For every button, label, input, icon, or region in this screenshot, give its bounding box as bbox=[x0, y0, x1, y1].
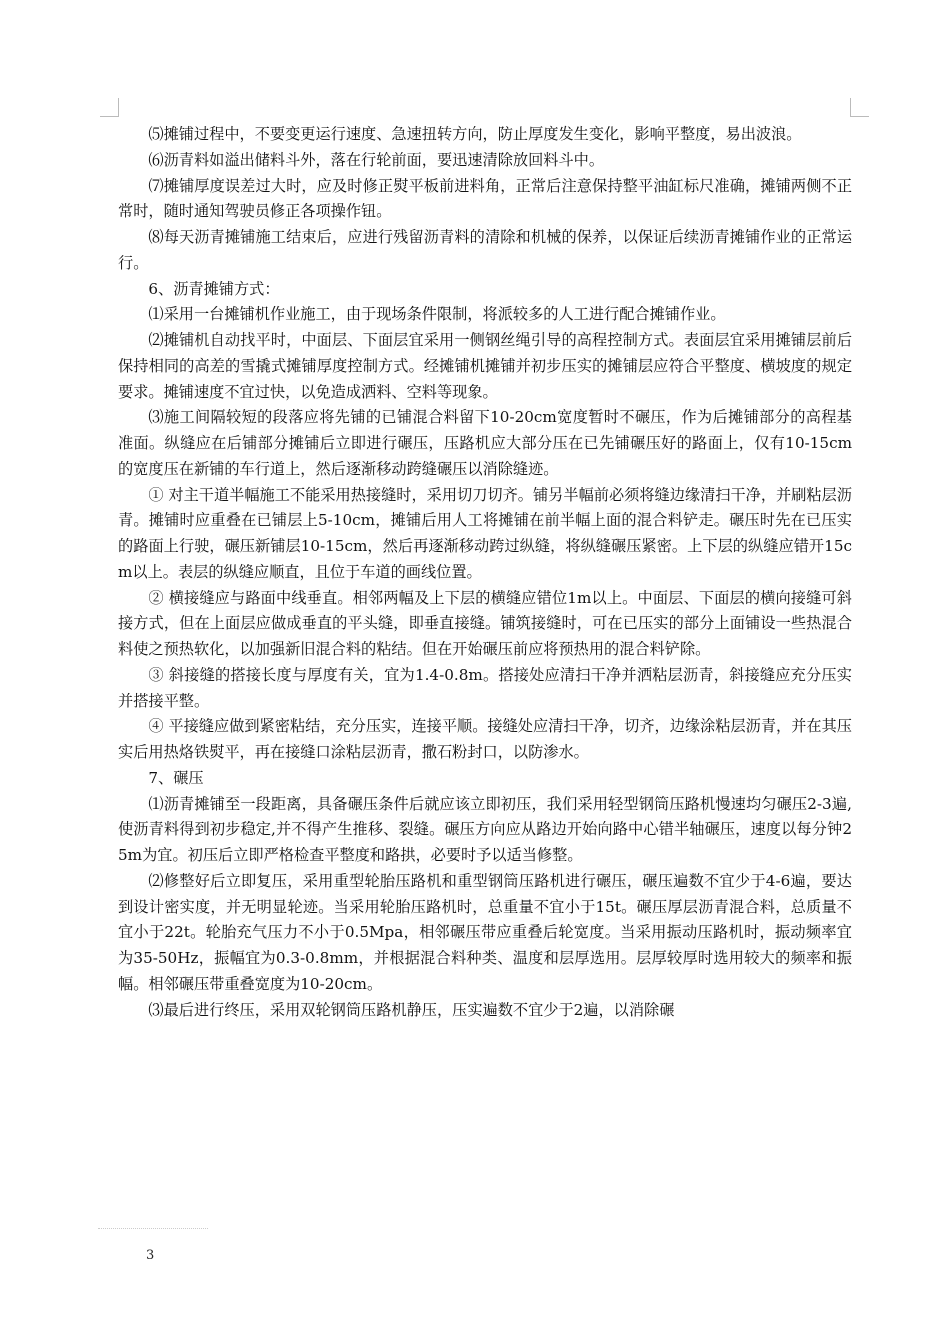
paragraph: ⑶施工间隔较短的段落应将先铺的已铺混合料留下10-20cm宽度暂时不碾压，作为后摊铺部分的高程基准面。纵缝应在后铺部分摊铺后立即进行碾压，压路机应大部分压在已先铺碾压好的路面上，仅有10-15cm的宽度压在新铺的车行道上，然后逐渐移动跨缝碾压以消除缝迹。 bbox=[118, 408, 852, 478]
paragraph: ⑶最后进行终压，采用双轮钢筒压路机静压，压实遍数不宜少于2遍，以消除碾 bbox=[148, 1000, 675, 1019]
section-heading: 6、沥青摊铺方式： bbox=[148, 279, 280, 298]
paragraph: ① 对主干道半幅施工不能采用热接缝时，采用切刀切齐。铺另半幅前必须将缝边缘清扫干净，并刷粘层沥青。摊铺时应重叠在已铺层上5-10cm，摊铺后用人工将摊铺在前半幅上面的混合料铲走。碾压时先在已压实的路面上行驶，碾压新铺层10-15cm，然后再逐渐移动跨过纵缝，将纵缝碾压紧密。上下层的纵缝应错开15cm以上。表层的纵缝应顺直，且位于车道的画线位置。 bbox=[118, 485, 852, 581]
document-body bbox=[118, 122, 852, 1023]
paragraph: ⑴沥青摊铺至一段距离，具备碾压条件后就应该立即初压，我们采用轻型钢筒压路机慢速均匀碾压2-3遍,使沥青料得到初步稳定,并不得产生推移、裂缝。碾压方向应从路边开始向路中心错半轴碾压，速度以每分钟25m为宜。初压后立即严格检查平整度和路拱，必要时予以适当修整。 bbox=[118, 794, 852, 864]
paragraph: ⑴采用一台摊铺机作业施工，由于现场条件限制，将派较多的人工进行配合摊铺作业。 bbox=[148, 305, 726, 324]
footer-divider bbox=[98, 1228, 208, 1229]
section-heading: 7、碾压 bbox=[148, 768, 204, 787]
paragraph: ③ 斜接缝的搭接长度与厚度有关，宜为1.4-0.8m。搭接处应清扫干净并洒粘层沥青，斜接缝应充分压实并搭接平整。 bbox=[118, 665, 852, 710]
page-number: 3 bbox=[146, 1248, 155, 1263]
paragraph: ④ 平接缝应做到紧密粘结，充分压实，连接平顺。接缝处应清扫干净，切齐，边缘涂粘层沥青，并在其压实后用热烙铁熨平，再在接缝口涂粘层沥青，撒石粉封口，以防渗水。 bbox=[118, 717, 852, 761]
paragraph: ⑵摊铺机自动找平时，中面层、下面层宜采用一侧钢丝绳引导的高程控制方式。表面层宜采用摊铺层前后保持相同的高差的雪撬式摊铺厚度控制方式。经摊铺机摊铺并初步压实的摊铺层应符合平整度、横坡度的规定要求。摊铺速度不宜过快，以免造成洒料、空料等现象。 bbox=[118, 331, 852, 401]
crop-mark-top-left bbox=[100, 98, 119, 117]
paragraph: ⑻每天沥青摊铺施工结束后，应进行残留沥青料的清除和机械的保养，以保证后续沥青摊铺作业的正常运行。 bbox=[118, 228, 852, 272]
paragraph: ② 横接缝应与路面中线垂直。相邻两幅及上下层的横缝应错位1m以上。中面层、下面层的横向接缝可斜接方式，但在上面层应做成垂直的平头缝，即垂直接缝。铺筑接缝时，可在已压实的部分上面铺设一些热混合料使之预热软化，以加强新旧混合料的粘结。但在开始碾压前应将预热用的混合料铲除。 bbox=[118, 588, 852, 658]
paragraph: ⑹沥青料如溢出储料斗外，落在行轮前面，要迅速清除放回料斗中。 bbox=[148, 150, 605, 169]
paragraph: ⑸摊铺过程中，不要变更运行速度、急速扭转方向，防止厚度发生变化，影响平整度，易出波浪。 bbox=[148, 125, 802, 143]
paragraph: ⑺摊铺厚度误差过大时，应及时修正熨平板前进料角，正常后注意保持整平油缸标尺准确，摊铺两侧不正常时，随时通知驾驶员修正各项操作钮。 bbox=[118, 176, 852, 221]
paragraph: ⑵修整好后立即复压，采用重型轮胎压路机和重型钢筒压路机进行碾压，碾压遍数不宜少于4-6遍，要达到设计密实度，并无明显轮迹。当采用轮胎压路机时，总重量不宜小于15t。碾压厚层沥青混合料，总质量不宜小于22t。轮胎充气压力不小于0.5Mpa，相邻碾压带应重叠后轮宽度。当采用振动压路机时，振动频率宜为35-50Hz，振幅宜为0.3-0.8mm，并根据混合料种类、温度和层厚选用。层厚较厚时选用较大的频率和振幅。相邻碾压带重叠宽度为10-20cm。 bbox=[118, 871, 852, 993]
crop-mark-top-right bbox=[850, 98, 869, 117]
